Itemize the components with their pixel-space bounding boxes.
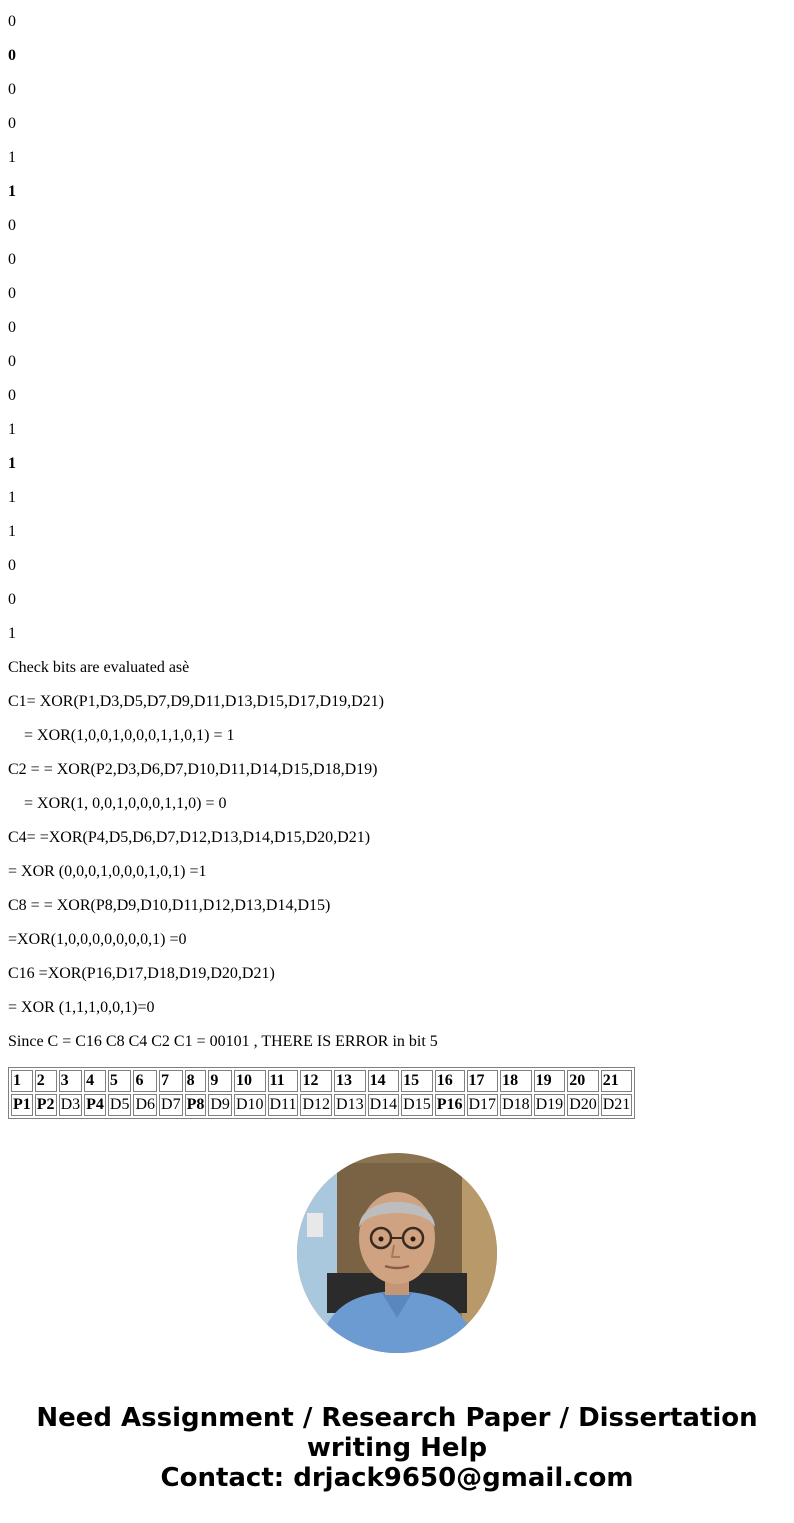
bit-value: 1 (8, 523, 16, 540)
evaluation-line: C1= XOR(P1,D3,D5,D7,D9,D11,D13,D15,D17,D19,D21) (8, 693, 384, 710)
bit-value: 0 (8, 13, 16, 30)
bit-value: 0 (8, 353, 16, 370)
bit-value: 0 (8, 591, 16, 608)
bit-position-cell: 16 (435, 1070, 465, 1092)
evaluation-line: = XOR (0,0,0,1,0,0,0,1,0,1) =1 (8, 863, 207, 880)
parity-bit-cell: P8 (185, 1094, 207, 1116)
evaluation-line: C4= =XOR(P4,D5,D6,D7,D12,D13,D14,D15,D20,D21) (8, 829, 371, 846)
bit-value: 0 (8, 217, 16, 234)
bit-position-cell: 21 (601, 1070, 633, 1092)
bit-position-header-row (11, 1070, 632, 1092)
document-body (8, 13, 786, 1119)
bit-position-cell: 6 (133, 1070, 157, 1092)
evaluation-line: C8 = = XOR(P8,D9,D10,D11,D12,D13,D14,D15) (8, 897, 331, 914)
bit-value: 1 (8, 625, 16, 642)
bit-position-cell: 9 (208, 1070, 232, 1092)
data-bit-cell: D6 (133, 1094, 157, 1116)
evaluation-line: =XOR(1,0,0,0,0,0,0,0,1) =0 (8, 931, 187, 948)
evaluation-line: = XOR(1, 0,0,1,0,0,0,1,1,0) = 0 (24, 795, 227, 812)
promo-contact: Contact: drjack9650@gmail.com (160, 1463, 634, 1493)
bit-value: 0 (8, 115, 16, 132)
bit-position-cell: 18 (500, 1070, 532, 1092)
bit-position-cell: 2 (35, 1070, 57, 1092)
bit-position-cell: 20 (567, 1070, 599, 1092)
data-bit-cell: D17 (467, 1094, 499, 1116)
parity-bit-cell: P16 (435, 1094, 465, 1116)
data-bit-cell: D10 (234, 1094, 266, 1116)
bit-value: 0 (8, 387, 16, 404)
evaluation-line: C2 = = XOR(P2,D3,D6,D7,D10,D11,D14,D15,D18,D19) (8, 761, 378, 778)
data-bit-cell: D18 (500, 1094, 532, 1116)
check-bit-evaluation (8, 659, 786, 1051)
bit-value: 0 (8, 81, 16, 98)
bit-position-cell: 11 (268, 1070, 299, 1092)
bit-value: 1 (8, 455, 16, 472)
promo-line-2: writing Help (306, 1433, 488, 1463)
bit-position-cell: 10 (234, 1070, 266, 1092)
promo-banner (0, 1403, 794, 1493)
data-bit-cell: D5 (108, 1094, 132, 1116)
error-conclusion: Since C = C16 C8 C4 C2 C1 = 00101 , THERE IS ERROR in bit 5 (8, 1033, 438, 1050)
bit-position-cell: 19 (534, 1070, 566, 1092)
data-bit-cell: D11 (268, 1094, 299, 1116)
bit-label-row (11, 1094, 632, 1116)
bit-value: 0 (8, 557, 16, 574)
bit-position-cell: 5 (108, 1070, 132, 1092)
data-bit-cell: D21 (601, 1094, 633, 1116)
bit-value: 0 (8, 285, 16, 302)
data-bit-cell: D13 (334, 1094, 366, 1116)
parity-bit-cell: P4 (84, 1094, 106, 1116)
parity-bit-cell: P1 (11, 1094, 33, 1116)
data-bit-cell: D19 (534, 1094, 566, 1116)
bit-position-cell: 14 (368, 1070, 400, 1092)
data-bit-cell: D7 (159, 1094, 183, 1116)
evaluation-intro: Check bits are evaluated asè (8, 659, 190, 676)
bit-position-cell: 1 (11, 1070, 33, 1092)
evaluation-line: C16 =XOR(P16,D17,D18,D19,D20,D21) (8, 965, 275, 982)
bit-position-table (8, 1067, 635, 1119)
data-bit-cell: D15 (401, 1094, 433, 1116)
bit-value: 0 (8, 47, 16, 64)
author-avatar (297, 1153, 497, 1353)
bit-value: 1 (8, 421, 16, 438)
data-bit-cell: D3 (59, 1094, 83, 1116)
data-bit-cell: D14 (368, 1094, 400, 1116)
data-bit-cell: D12 (300, 1094, 332, 1116)
bit-value: 0 (8, 251, 16, 268)
bit-value: 1 (8, 183, 16, 200)
bit-position-cell: 15 (401, 1070, 433, 1092)
bit-position-cell: 4 (84, 1070, 106, 1092)
bit-position-cell: 8 (185, 1070, 207, 1092)
promo-line-1: Need Assignment / Research Paper / Dissertation (36, 1403, 758, 1433)
bit-position-cell: 17 (467, 1070, 499, 1092)
bit-position-cell: 3 (59, 1070, 83, 1092)
bit-value: 1 (8, 489, 16, 506)
data-bit-cell: D20 (567, 1094, 599, 1116)
bit-position-cell: 13 (334, 1070, 366, 1092)
evaluation-line: = XOR(1,0,0,1,0,0,0,1,1,0,1) = 1 (24, 727, 235, 744)
bit-value: 0 (8, 319, 16, 336)
parity-bit-cell: P2 (35, 1094, 57, 1116)
bit-position-cell: 12 (300, 1070, 332, 1092)
bit-position-cell: 7 (159, 1070, 183, 1092)
received-bits-list (8, 13, 786, 643)
data-bit-cell: D9 (208, 1094, 232, 1116)
evaluation-line: = XOR (1,1,1,0,0,1)=0 (8, 999, 155, 1016)
bit-value: 1 (8, 149, 16, 166)
